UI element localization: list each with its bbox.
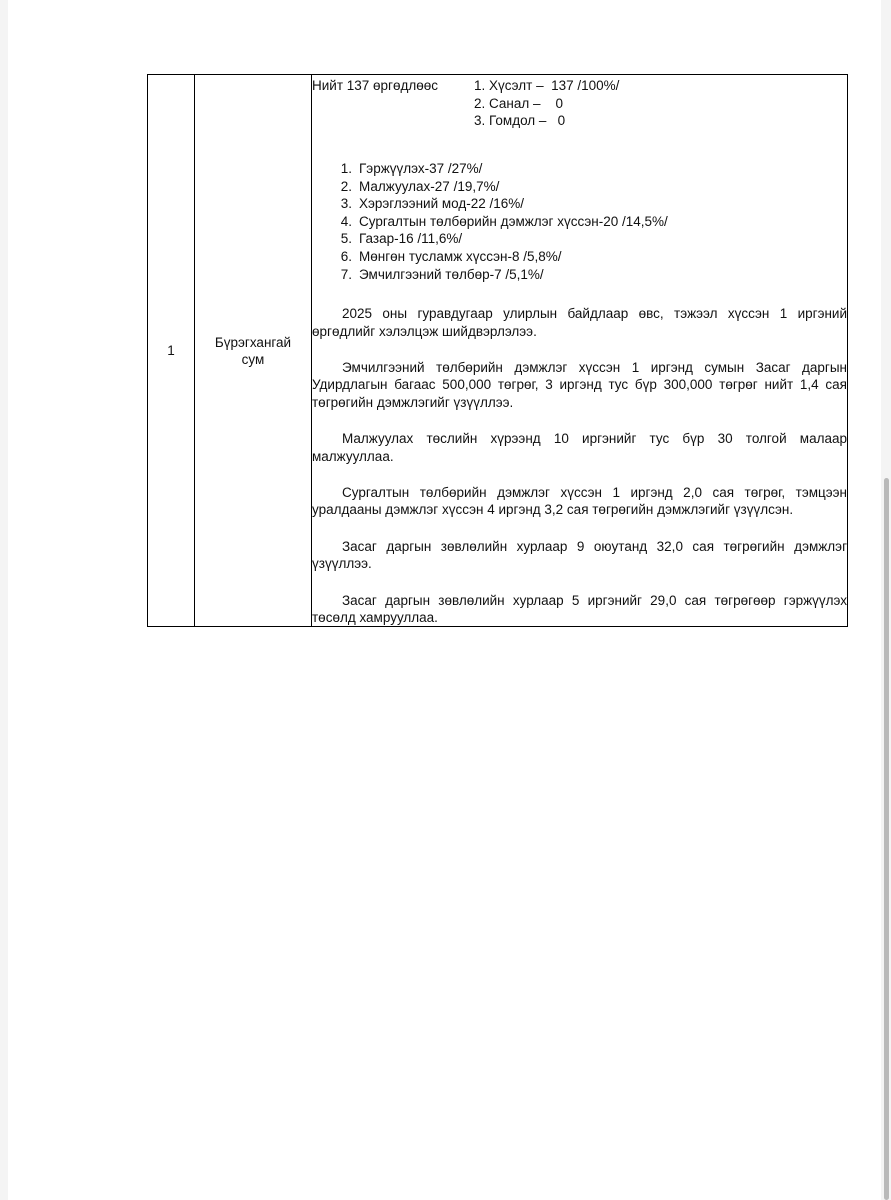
list-item-number: 1 .	[338, 160, 352, 177]
list-item	[312, 248, 847, 266]
summary-breakdown	[474, 77, 619, 130]
paragraph-students: Засаг даргын зөвлөлийн хурлаар 9 оюутанд 32,0 сая төгрөгийн дэмжлэг үзүүллээ.	[312, 538, 847, 572]
paragraph-tuition: Сургалтын төлбөрийн дэмжлэг хүссэн 1 иргэнд 2,0 сая төгрөг, тэмцээн уралдааны дэмжлэг хүссэн 4 иргэнд 3,2 сая төгрөгийн дэмжлэгийг үзүүлсэн.	[312, 485, 847, 518]
list-item	[312, 160, 847, 178]
paragraph-fodder: 2025 оны гуравдугаар улирлын байдлаар өвс, тэжээл хүссэн 1 иргэний өргөдлийг хэлэлцэж шийдвэрлэлээ.	[312, 306, 847, 339]
topics-list	[312, 160, 847, 283]
request-summary	[312, 75, 847, 127]
list-item-text: Газар-16 /11,6%/	[359, 231, 463, 247]
list-item-number: 7 .	[338, 266, 352, 283]
soum-name-line2: сум	[241, 351, 265, 367]
list-item-number: 6 .	[338, 248, 352, 265]
summary-total: Нийт 137 өргөдлөөс	[312, 78, 439, 93]
content-cell	[312, 75, 848, 627]
document-page	[8, 0, 881, 1200]
paragraph-housing: Засаг даргын зөвлөлийн хурлаар 5 иргэнийг 29,0 сая төгрөгөөр гэржүүлэх төсөлд хамрууллаа.	[312, 592, 847, 626]
report-table	[147, 74, 848, 627]
row-number: 1	[148, 75, 195, 627]
list-item-number: 2 .	[338, 178, 352, 195]
summary-item-complaints: 3. Гомдол – 0	[474, 113, 566, 128]
paragraph-livestock: Малжуулах төслийн хүрээнд 10 иргэнийг тус бүр 30 толгой малаар малжууллаа.	[312, 431, 847, 464]
paragraph-treatment: Эмчилгээний төлбөрийн дэмжлэг хүссэн 1 иргэнд сумын Засаг даргын Удирдлагын багаас 500,000 төгрөг, 3 иргэнд тус бүр 300,000 төгрөг нийт 1,4 сая төгрөгийн дэмжлэгийг үзүүллээ.	[312, 359, 847, 410]
list-item-text: Малжуулах-27 /19,7%/	[359, 178, 500, 194]
list-item-text: Сургалтын төлбөрийн дэмжлэг хүссэн-20 /14,5%/	[359, 213, 668, 229]
paragraphs	[312, 305, 847, 626]
list-item	[312, 195, 847, 213]
list-item	[312, 230, 847, 248]
list-item-text: Эмчилгээний төлбөр-7 /5,1%/	[359, 266, 544, 282]
list-item-text: Гэржүүлэх-37 /27%/	[359, 161, 483, 176]
list-item	[312, 178, 847, 196]
list-item-number: 4 .	[338, 213, 352, 230]
list-item	[312, 213, 847, 231]
summary-item-requests: 1. Хүсэлт – 137 /100%/	[474, 78, 620, 93]
list-item-text: Хэрэглээний мод-22 /16%/	[359, 196, 525, 212]
list-item-number: 5 .	[338, 230, 352, 247]
soum-name-line1: Бүрэгхангай	[214, 334, 292, 350]
scrollbar[interactable]	[884, 478, 889, 1200]
list-item-text: Мөнгөн тусламж хүссэн-8 /5,8%/	[359, 248, 562, 264]
soum-name-cell	[195, 75, 312, 627]
table-row	[148, 75, 848, 627]
list-item-number: 3 .	[338, 195, 352, 212]
summary-item-suggestions: 2. Санал – 0	[474, 95, 564, 111]
list-item	[312, 266, 847, 284]
